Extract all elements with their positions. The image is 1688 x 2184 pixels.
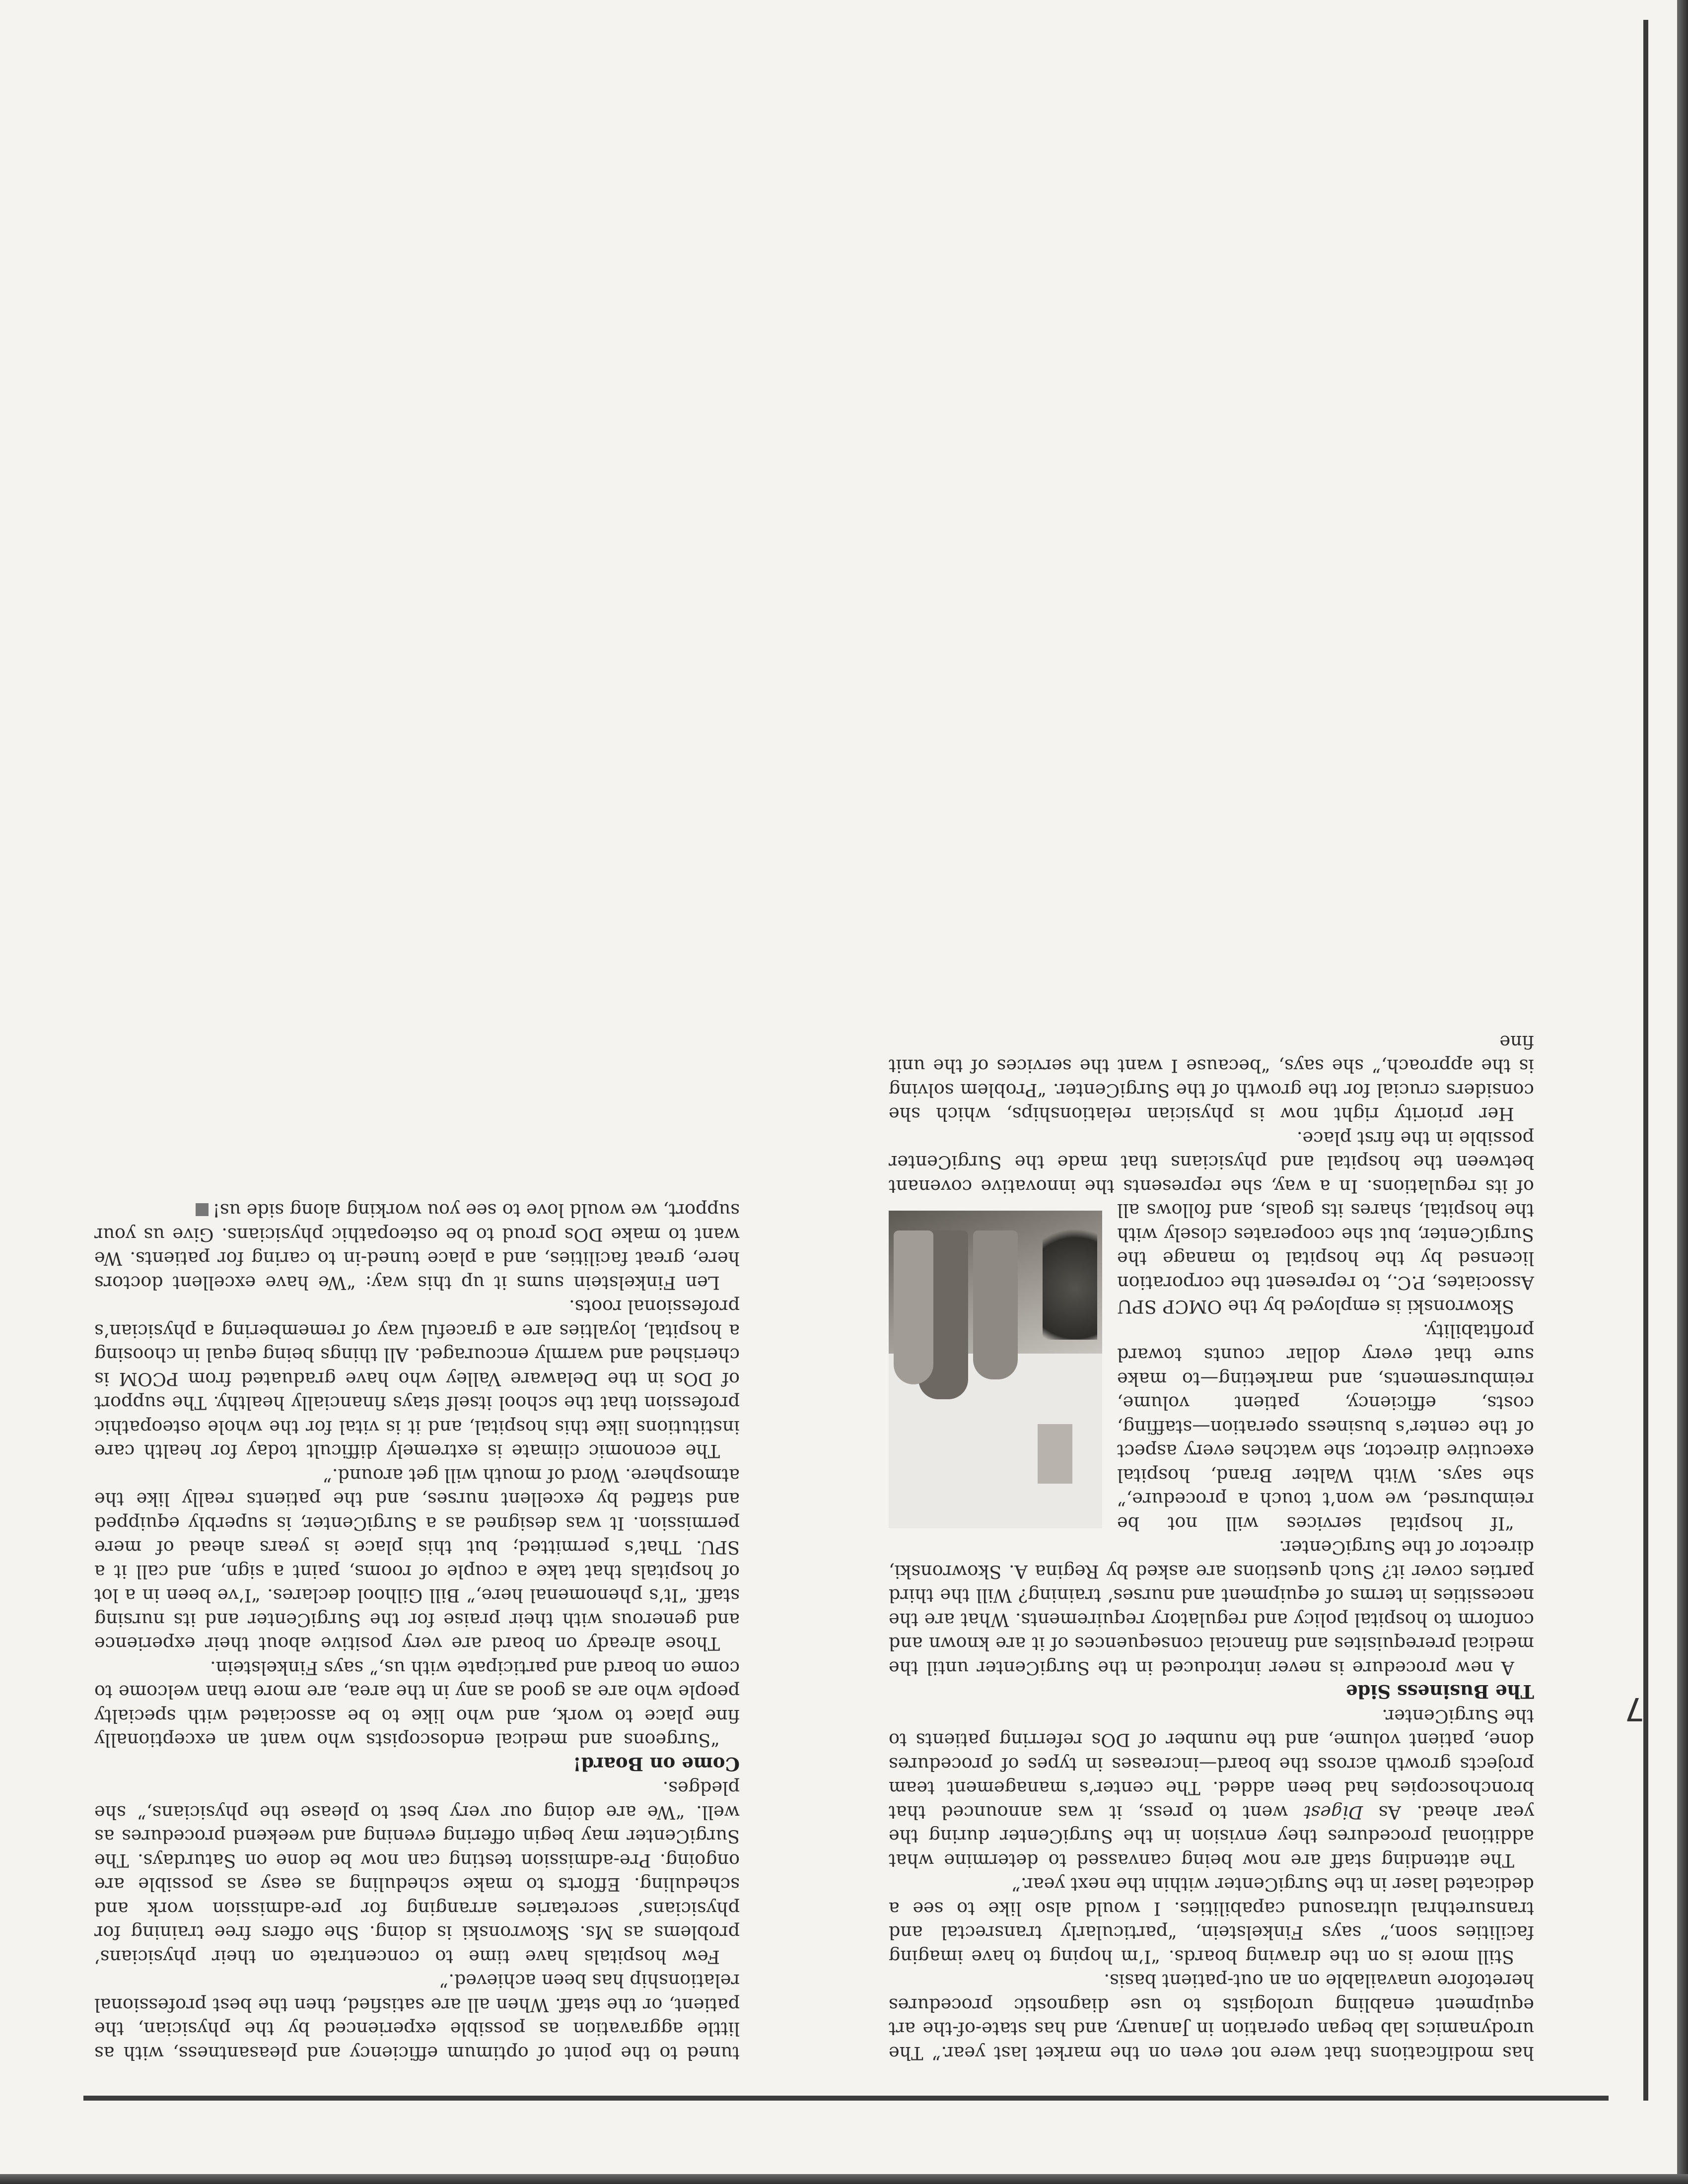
section-heading-come-on-board: Come on Board! [573, 1753, 740, 1775]
paragraph: tuned to the point of optimum efficiency and pleasantness, with as little aggravation as possible experienced by the physician, the patient, or the staff. When all are satisfied, then the best professional relationship has been achieved.” [94, 1970, 740, 2064]
paragraph: The economic climate is extremely difficult today for health care institutions like this hospital, and it is vital for the whole osteopathic profession that the school itself stays financially healthy. The support of DOs in the Delaware Valley who have graduated from PCOM is cherished and warmly encouraged. All things being equal in choosing a hospital, loyalties are a graceful way of remembering a physician’s professional roots. [94, 1296, 740, 1462]
paragraph: Few hospitals have time to concentrate on their physicians’ problems as Ms. Skowronski is doing. She offers free training for physicians’ secretaries arranging for pre-admission work and scheduling. Efforts to make scheduling as easy as possible are ongoing. Pre-admission testing can now be done on Saturdays. The SurgiCenter may begin offering evening and weekend procedures as well. “We are doing our very best to please the physicians,” she pledges. [94, 1777, 740, 1968]
paragraph: The attending staff are now being canvassed to determine what additional procedures they envision in the SurgiCenter during the year ahead. As Digest went to press, it was announced that bronchoscopies had been added. The center’s management team projects growth across the board—increases in types of procedures done, patient volume, and the number of DOs referring patients to the SurgiCenter. [889, 1706, 1534, 1871]
paragraph: “Surgeons and medical endoscopists who want an exceptionally fine place to work, and who like to be associated with specialty people who are as good as any in the area, are more than welcome to come on board and participate with us,” says Finkelstein. [94, 1657, 740, 1751]
section-heading-business-side: The Business Side [1345, 1681, 1534, 1703]
paragraph: Skowronski is employed by the OMCP SPU Associates, P.C., to represent the corporation licensed by the hospital to manage the SurgiCenter, but she cooperates closely with the hospital, shares its goals, and follows all of its regulations. In a way, she represents the innovative covenant between the hospital and physicians that made the SurgiCenter possible in the first place. [889, 1128, 1534, 1318]
paragraph: has modifications that were not even on the market last year.” The urodynamics lab began operation in January, and has state-of-the art equipment enabling urologists to use diagnostic procedures heretofore unavailable on an out-patient basis. [889, 1970, 1534, 2064]
scanner-frame-right [1677, 0, 1688, 2184]
surgicenter-photo [889, 1211, 1102, 1528]
end-of-article-mark [196, 1204, 209, 1217]
article-page [94, 129, 1534, 2065]
page-edge-line [83, 2096, 1609, 2101]
paragraph: Those already on board are very positive about their experience and generous with their praise for the SurgiCenter and its nursing staff. “It’s phenomenal here,” Bill Gilhool declares. “I’ve been in a lot of hospitals that take a couple of rooms, paint a sign, and call it a SPU. That’s permitted; but this place is years ahead of mere permission. It was designed as a SurgiCenter, is superbly equipped and staffed by excellent nurses, and the patients really like the atmosphere. Word of mouth will get around.” [94, 1465, 740, 1655]
paragraph: “If hospital services will not be reimbursed, we won’t touch a procedure,” she says. With Walter Brand, hospital executive director, she watches every aspect of the center’s business operation—staffing, costs, efficiency, patient volume, reimbursements, and marketing—to make sure that every dollar counts toward profitability. [1117, 1320, 1534, 1534]
page-edge-line-right [1643, 20, 1648, 2101]
scanner-frame-bottom [0, 2174, 1688, 2184]
page-number: 7 [1624, 1690, 1645, 1727]
magazine-name: Digest [1303, 1802, 1363, 1823]
paragraph: Len Finkelstein sums it up this way: “We have excellent doctors here, great facilities, and a place tuned-in to caring for patients. We want to make DOs proud to be osteopathic physicians. Give us your support, we would love to see you working along side us! [94, 1200, 740, 1294]
paragraph: Still more is on the drawing boards. “I’m hoping to have imaging facilities soon,” says Finkelstein, “particularly transrectal and transurethral ultrasound capabilities. I would also like to see a dedicated laser in the SurgiCenter within the next year.” [889, 1874, 1534, 1968]
right-column [94, 1198, 740, 2065]
paragraph: A new procedure is never introduced in the SurgiCenter until the medical prerequisites and financial consequences of it are known and conform to hospital policy and regulatory requirements. What are the necessities in terms of equipment and nurses’ training? Will the third parties cover it? Such questions are asked by Regina A. Skowronski, director of the SurgiCenter. [889, 1537, 1534, 1679]
paragraph: Her priority right now is physician relationships, which she considers crucial for the growth of the SurgiCenter. “Problem solving is the approach,” she says, “because I want the services of the unit fine [889, 1031, 1534, 1125]
left-column [889, 1030, 1534, 2065]
